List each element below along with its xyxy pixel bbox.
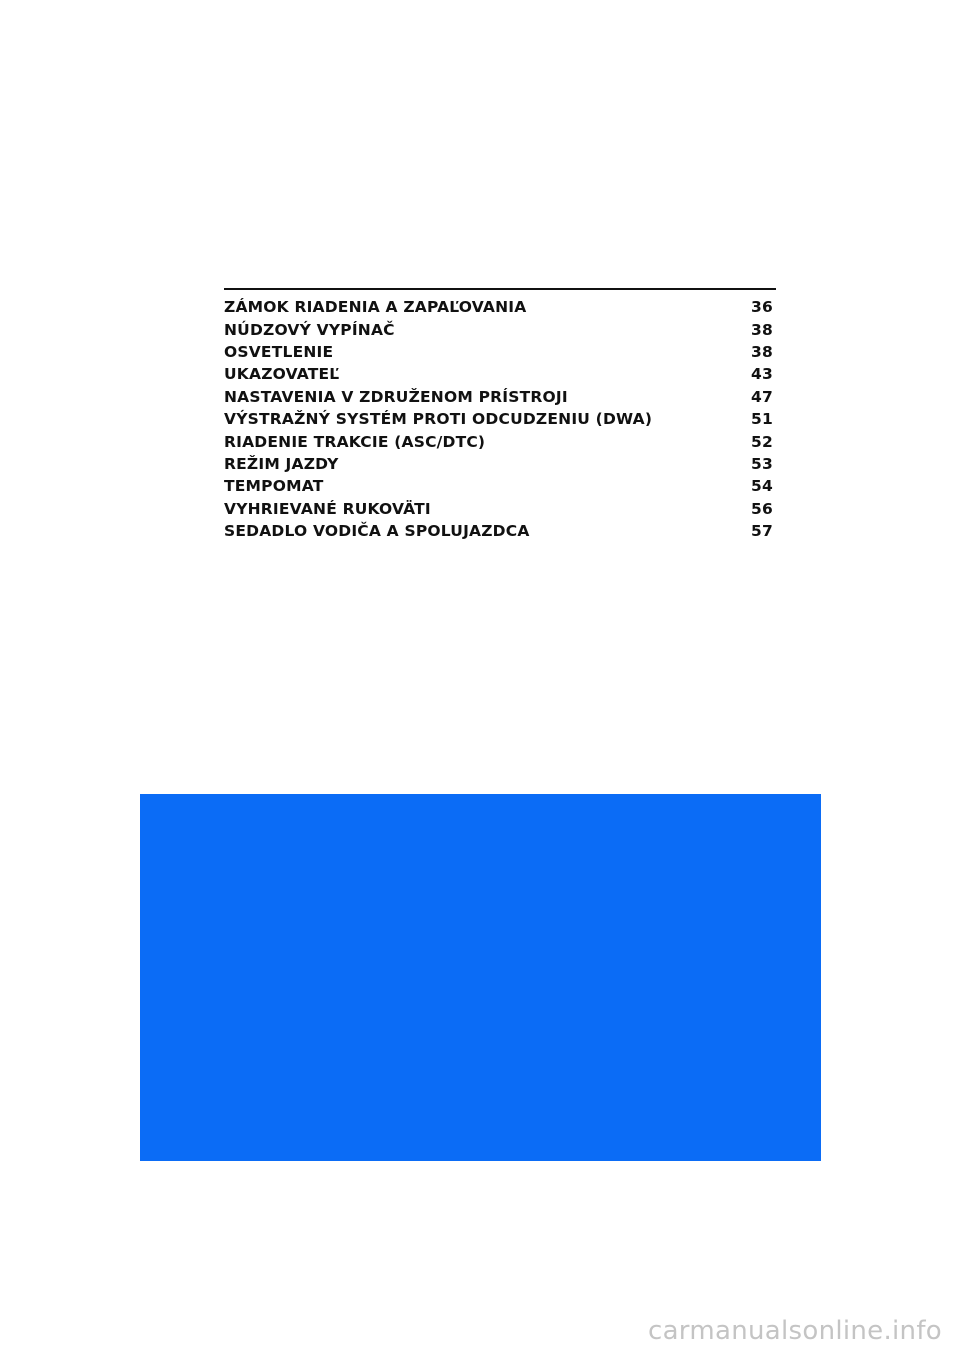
- toc-entry-title: NASTAVENIA V ZDRUŽENOM PRÍSTROJI: [224, 387, 568, 406]
- toc-entry[interactable]: [224, 341, 776, 363]
- toc-entry-title: OSVETLENIE: [224, 342, 334, 361]
- toc-entry[interactable]: [224, 318, 776, 340]
- toc-entry-page: 52: [751, 432, 773, 451]
- toc-entry-title: TEMPOMAT: [224, 477, 324, 496]
- toc-entry[interactable]: [224, 363, 776, 385]
- toc-entry[interactable]: [224, 408, 776, 430]
- toc-entry-title: RIADENIE TRAKCIE (ASC/DTC): [224, 432, 486, 451]
- toc-divider: [224, 288, 776, 290]
- toc-entry-page: 56: [751, 499, 773, 518]
- toc-entry-page: 57: [751, 522, 773, 541]
- toc-entry-page: 43: [751, 365, 773, 384]
- blue-color-panel: [140, 794, 821, 1161]
- toc-entry[interactable]: [224, 296, 776, 318]
- toc-entry-page: 47: [751, 387, 773, 406]
- toc-entry-page: 53: [751, 454, 773, 473]
- toc-entry-page: 38: [751, 320, 773, 339]
- toc-entry-page: 36: [751, 298, 773, 317]
- toc-entry-title: UKAZOVATEĽ: [224, 365, 340, 384]
- toc-entry[interactable]: [224, 386, 776, 408]
- watermark: carmanualsonline.info: [647, 1316, 942, 1346]
- toc-entry-page: 51: [751, 410, 773, 429]
- toc-entry-page: 38: [751, 342, 773, 361]
- toc-entry[interactable]: [224, 498, 776, 520]
- toc-entry[interactable]: [224, 520, 776, 542]
- toc-entry-title: VÝSTRAŽNÝ SYSTÉM PROTI ODCUDZENIU (DWA): [224, 410, 653, 429]
- toc-entry-title: SEDADLO VODIČA A SPOLUJAZDCA: [224, 522, 530, 541]
- toc-entry[interactable]: [224, 453, 776, 475]
- toc-entry[interactable]: [224, 430, 776, 452]
- toc-entry-page: 54: [751, 477, 773, 496]
- toc-entry-title: VYHRIEVANÉ RUKOVÄTI: [224, 499, 431, 518]
- toc-entry-title: ZÁMOK RIADENIA A ZAPAĽOVANIA: [224, 298, 527, 317]
- table-of-contents: [224, 288, 776, 542]
- toc-entry[interactable]: [224, 475, 776, 497]
- toc-entry-title: NÚDZOVÝ VYPÍNAČ: [224, 320, 395, 339]
- toc-entry-title: REŽIM JAZDY: [224, 454, 339, 473]
